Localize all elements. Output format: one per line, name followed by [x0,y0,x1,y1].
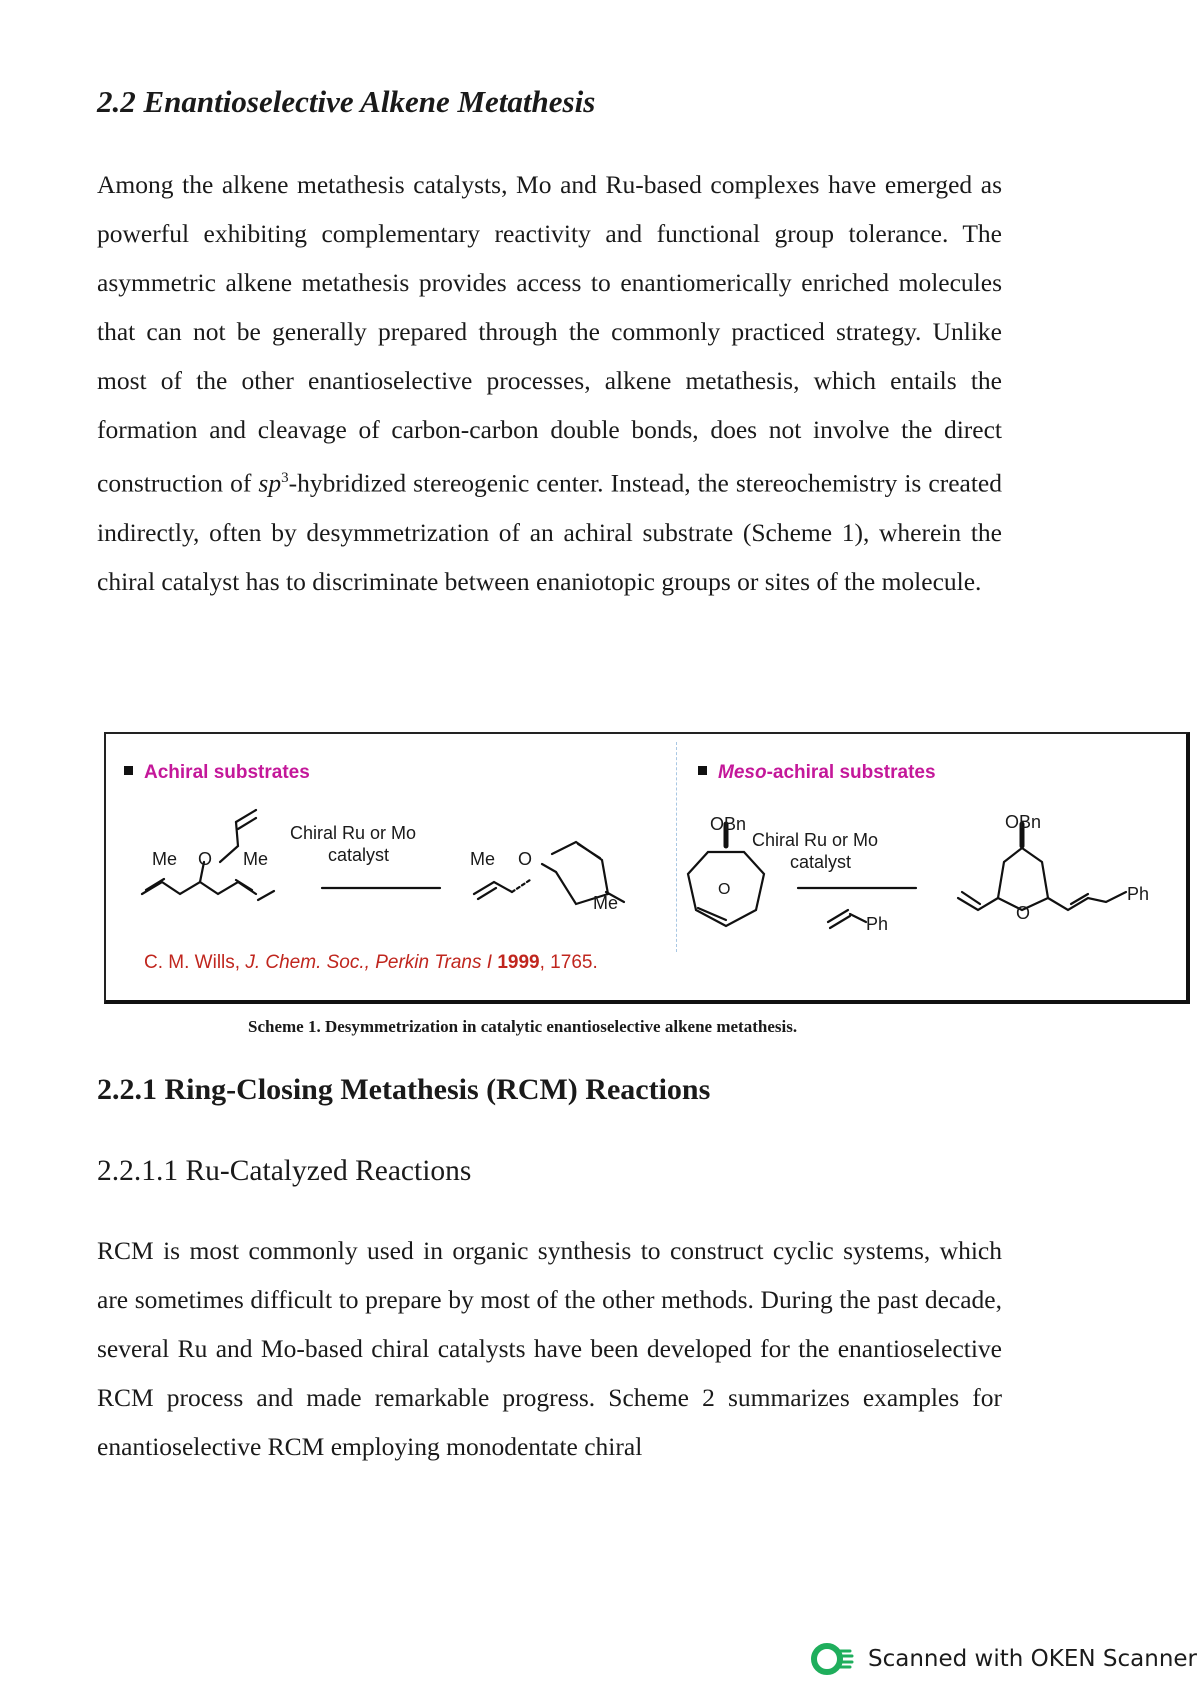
styrene-reagent [828,910,866,928]
subsubsection-heading: 2.2.1.1 Ru-Catalyzed Reactions [97,1155,472,1187]
tetrahydropyran-product [958,824,1126,910]
paragraph-intro-text-b: -hybridized stereogenic center. Instead, the stereochemistry is created indirectly, often by desymmetrization of an achiral substrate (Scheme 1), wherein the chiral catalyst has to discriminate between enaniotopic groups or sites of the molecule. [97,468,1002,596]
scheme-1-figure [104,732,1190,1004]
catalyst-label-right-line1: Chiral Ru or Mo [752,830,879,850]
sp-text: sp [258,468,282,498]
paragraph-intro-text-a: Among the alkene metathesis catalysts, Mo and Ru-based complexes have emerged as powerful exhibiting complementary reactivity and functional group tolerance. The asymmetric alkene metathesis provides access to enantiomerically enriched molecules that can not be generally prepared through the commonly practiced strategy. Unlike most of the other enantioselective processes, alkene metathesis, which entails the formation and cleavage of carbon-carbon double bonds, does not involve the direct construction of [97,170,1002,498]
bridge-oxygen-label: O [718,881,731,898]
ring-oxygen-label: O [1016,903,1031,923]
scheme-reference: C. M. Wills, J. Chem. Soc., Perkin Trans I 1999, 1765. [144,952,598,973]
oxygen-label: O [518,849,533,869]
obn-label: OBn [710,814,747,834]
sp-superscript: 3 [281,470,289,486]
ph-label: Ph [866,914,889,934]
oken-scanner-logo-icon [810,1641,854,1677]
obn-label: OBn [1005,812,1042,832]
catalyst-label-left-line1: Chiral Ru or Mo [290,823,417,843]
catalyst-label-left-line2: catalyst [328,845,390,865]
meso-achiral-substrates-heading: Meso-achiral substrates [698,762,936,784]
achiral-substrates-heading: Achiral substrates [124,762,310,784]
ph-label: Ph [1127,884,1150,904]
scheme-caption: Scheme 1. Desymmetrization in catalytic enantioselective alkene metathesis. [248,1017,798,1036]
paragraph-intro [97,160,1002,606]
me-label: Me [243,849,269,869]
watermark-text: Scanned with OKEN Scanner [868,1646,1197,1672]
me-label: Me [152,849,178,869]
me-label: Me [470,849,496,869]
section-heading: 2.2 Enantioselective Alkene Metathesis [97,84,596,119]
oxygen-label: O [198,849,213,869]
scanner-watermark [810,1641,1197,1677]
catalyst-label-right-line2: catalyst [790,852,852,872]
me-label: Me [593,893,619,913]
subsection-heading: 2.2.1 Ring-Closing Metathesis (RCM) Reactions [97,1073,711,1106]
paragraph-rcm: RCM is most commonly used in organic synthesis to construct cyclic systems, which are sometimes difficult to prepare by most of the other methods. During the past decade, several Ru and Mo-based chiral catalysts have been developed for the enantioselective RCM process and made remarkable progress. Scheme 2 summarizes examples for enantioselective RCM employing monodentate chiral [97,1236,1002,1461]
